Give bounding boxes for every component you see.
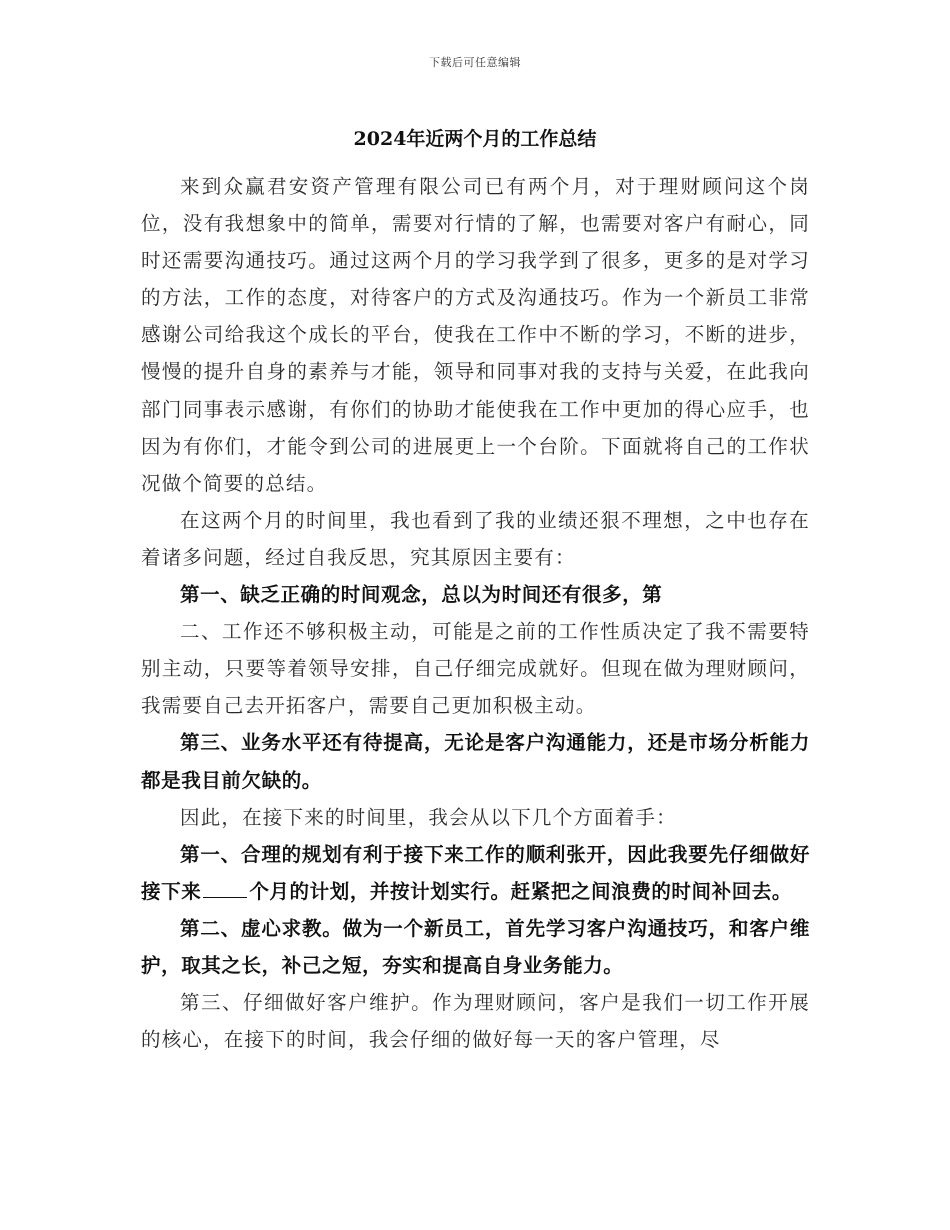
plan-1-text-before: 第一、合理的规划有利于接下来工作的顺利张开，因此我要先仔细做好接下来 <box>141 842 810 903</box>
paragraph-plan-2: 第二、虚心求教。做为一个新员工，首先学习客户沟通技巧，和客户维护，取其之长，补己之短，夯实和提高自身业务能力。 <box>141 916 810 977</box>
plan-1-text-after: 个月的计划，并按计划实行。赶紧把之间浪费的时间补回去。 <box>249 879 793 903</box>
paragraph-problem-2: 二、工作还不够积极主动，可能是之前的工作性质决定了我不需要特别主动，只要等着领导安排，自己仔细完成就好。但现在做为理财顾问，我需要自己去开拓客户，需要自己更加积极主动。 <box>141 620 810 718</box>
document-title: 2024年近两个月的工作总结 <box>353 128 597 150</box>
paragraph-problems-intro: 在这两个月的时间里，我也看到了我的业绩还狠不理想，之中也存在着诸多问题，经过自我反思，究其原因主要有： <box>141 508 810 569</box>
header-note: 下载后可任意编辑 <box>429 56 521 69</box>
paragraph-plan-3: 第三、仔细做好客户维护。作为理财顾问，客户是我们一切工作开展的核心，在接下的时间，我会仔细的做好每一天的客户管理，尽 <box>141 991 810 1052</box>
document-body <box>141 168 810 1058</box>
paragraph-plan-intro: 因此，在接下来的时间里，我会从以下几个方面着手： <box>180 805 677 829</box>
fill-in-blank <box>203 879 247 898</box>
paragraph-problem-1: 第一、缺乏正确的时间观念，总以为时间还有很多，第 <box>180 583 663 607</box>
paragraph-intro: 来到众赢君安资产管理有限公司已有两个月，对于理财顾问这个岗位，没有我想象中的简单，需要对行情的了解，也需要对客户有耐心，同时还需要沟通技巧。通过这两个月的学习我学到了很多，更多的是对学习的方法，工作的态度，对待客户的方式及沟通技巧。作为一个新员工非常感谢公司给我这个成长的平台，使我在工作中不断的学习，不断的进步，慢慢的提升自身的素养与才能，领导和同事对我的支持与关爱，在此我向部门同事表示感谢，有你们的协助才能使我在工作中更加的得心应手，也因为有你们，才能令到公司的进展更上一个台阶。下面就将自己的工作状况做个简要的总结。 <box>141 175 810 495</box>
paragraph-plan-1 <box>141 836 810 910</box>
paragraph-problem-3: 第三、业务水平还有待提高，无论是客户沟通能力，还是市场分析能力都是我目前欠缺的。 <box>141 731 810 792</box>
